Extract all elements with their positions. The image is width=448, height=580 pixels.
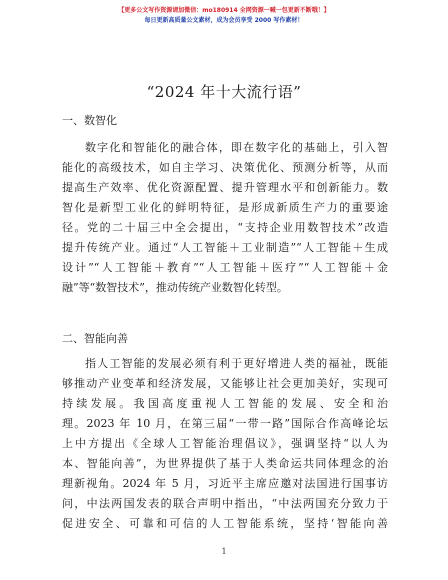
section-heading-digital-intelligence: 一、数智化 <box>62 114 117 127</box>
paragraph-line: 智化是新型工业化的鲜明特征，是形成新质生产力的重要途 <box>62 201 388 214</box>
paragraph-line: 问，中法两国发表的联合声明中指出，“中法两国充分致力于 <box>62 497 388 510</box>
paragraph-line: 上中方提出《全球人工智能治理倡议》，强调坚持“以人为 <box>62 437 388 450</box>
paragraph-line: 持续发展。我国高度重视人工智能的发展、安全和治 <box>62 397 388 410</box>
paragraph-line: 数字化和智能化的融合体，即在数字化的基础上，引入智 <box>85 141 388 154</box>
section-heading-ai-for-good: 二、智能向善 <box>62 332 128 345</box>
paragraph-line: 指人工智能的发展必须有利于更好增进人类的福祉，既能 <box>85 357 388 370</box>
document-title: “2024 年十大流行语” <box>146 83 302 101</box>
section-paragraph-ai-for-good <box>62 354 388 534</box>
page-number: 1 <box>221 547 227 556</box>
paragraph-line: 理新视角。2024 年 5 月，习近平主席应邀对法国进行国事访 <box>62 477 388 490</box>
paragraph-line: 提升传统产业。通过“人工智能＋工业制造”“人工智能＋生成 <box>62 241 388 254</box>
paragraph-line: 本、智能向善”，为世界提供了基于人类命运共同体理念的治 <box>62 457 388 470</box>
paragraph-line: 提高生产效率、优化资源配置、提升管理水平和创新能力。数 <box>62 181 388 194</box>
paragraph-line: 够推动产业变革和经济发展，又能够让社会更加美好，实现可 <box>62 377 388 390</box>
paragraph-line: 理。2023 年 10 月，在第三届“一带一路”国际合作高峰论坛 <box>62 417 388 430</box>
section-paragraph-digital-intelligence <box>62 138 388 298</box>
paragraph-line: 设计”“人工智能＋教育”“人工智能＋医疗”“人工智能＋金 <box>62 261 388 274</box>
promo-banner-line-2: 每日更新高质量公文素材，成为会员享受 2000 写作素材！ <box>144 17 304 24</box>
paragraph-line: 径。党的二十届三中全会提出，“支持企业用数智技术”改造 <box>62 221 388 234</box>
paragraph-line: 融”等“数智技术”，推动传统产业数智化转型。 <box>62 281 288 294</box>
promo-banner-line-1: 【更多公文写作资源请加微信：mo180914 全网资源一喊一包更新不断哦！】 <box>118 7 330 14</box>
paragraph-line: 能化的高级技术，如自主学习、决策优化、预测分析等，从而 <box>62 161 388 174</box>
paragraph-line: 促进安全、可靠和可信的人工智能系统，坚持‘智能向善 <box>62 517 388 530</box>
